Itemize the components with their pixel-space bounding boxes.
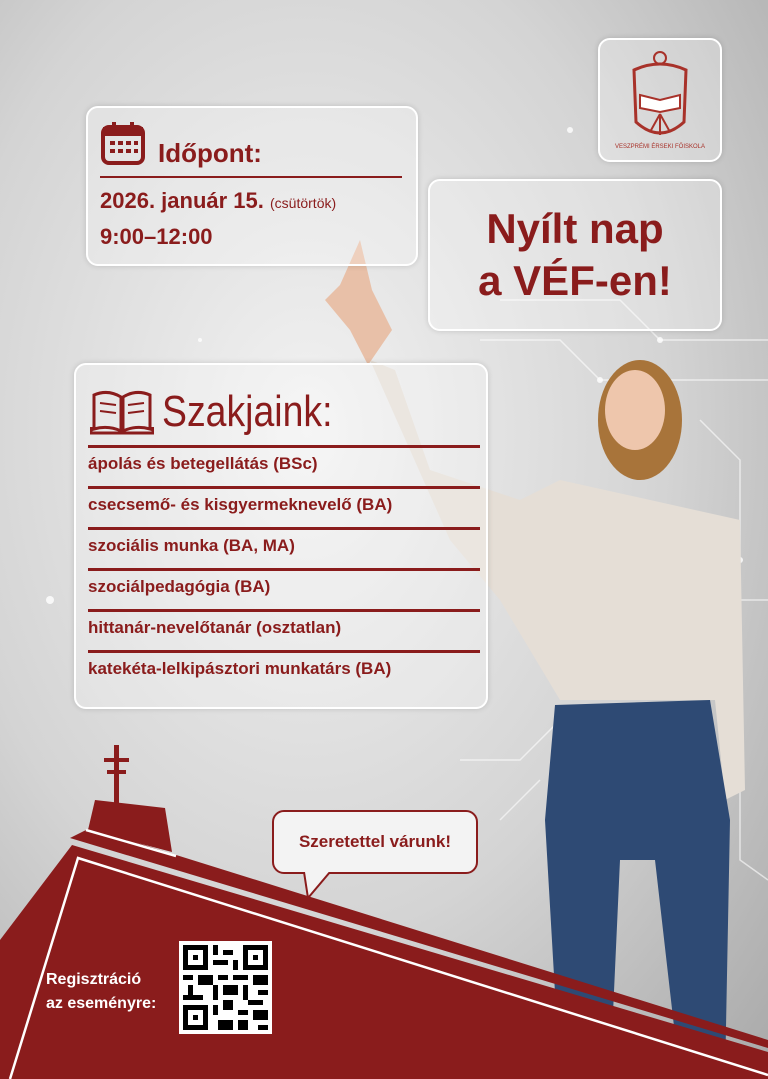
major-item: katekéta-lelkipásztori munkatárs (BA)	[88, 650, 480, 691]
date-heading: Időpont:	[158, 138, 262, 168]
weekday: (csütörtök)	[270, 195, 337, 211]
registration-label	[46, 968, 156, 1016]
major-item: hittanár-nevelőtanár (osztatlan)	[88, 609, 480, 650]
college-logo	[600, 40, 720, 160]
speech-bubble-tail	[300, 872, 340, 900]
headline-panel	[428, 179, 722, 331]
majors-panel	[74, 363, 488, 709]
date-panel	[86, 106, 418, 266]
registration-qr-code[interactable]	[179, 941, 272, 1034]
major-item: csecsemő- és kisgyermeknevelő (BA)	[88, 486, 480, 527]
divider	[100, 176, 402, 178]
logo-text: VESZPRÉMI ÉRSEKI FŐISKOLA	[614, 144, 706, 150]
speech-bubble: Szeretettel várunk!	[272, 810, 478, 874]
logo-panel	[598, 38, 722, 162]
headline-line2: a VÉF-en!	[478, 257, 672, 304]
majors-title: Szakjaink:	[162, 387, 333, 436]
event-date	[100, 188, 336, 214]
book-icon	[90, 387, 154, 435]
major-item: szociális munka (BA, MA)	[88, 527, 480, 568]
registration-line1: Regisztráció	[46, 971, 142, 988]
major-item: szociálpedagógia (BA)	[88, 568, 480, 609]
registration-line2: az eseményre:	[46, 995, 157, 1012]
major-item: ápolás és betegellátás (BSc)	[88, 445, 480, 486]
event-time: 9:00–12:00	[100, 224, 213, 249]
calendar-icon	[100, 120, 146, 166]
headline-line1: Nyílt nap	[486, 205, 664, 252]
date-value: 2026. január 15.	[100, 188, 264, 213]
